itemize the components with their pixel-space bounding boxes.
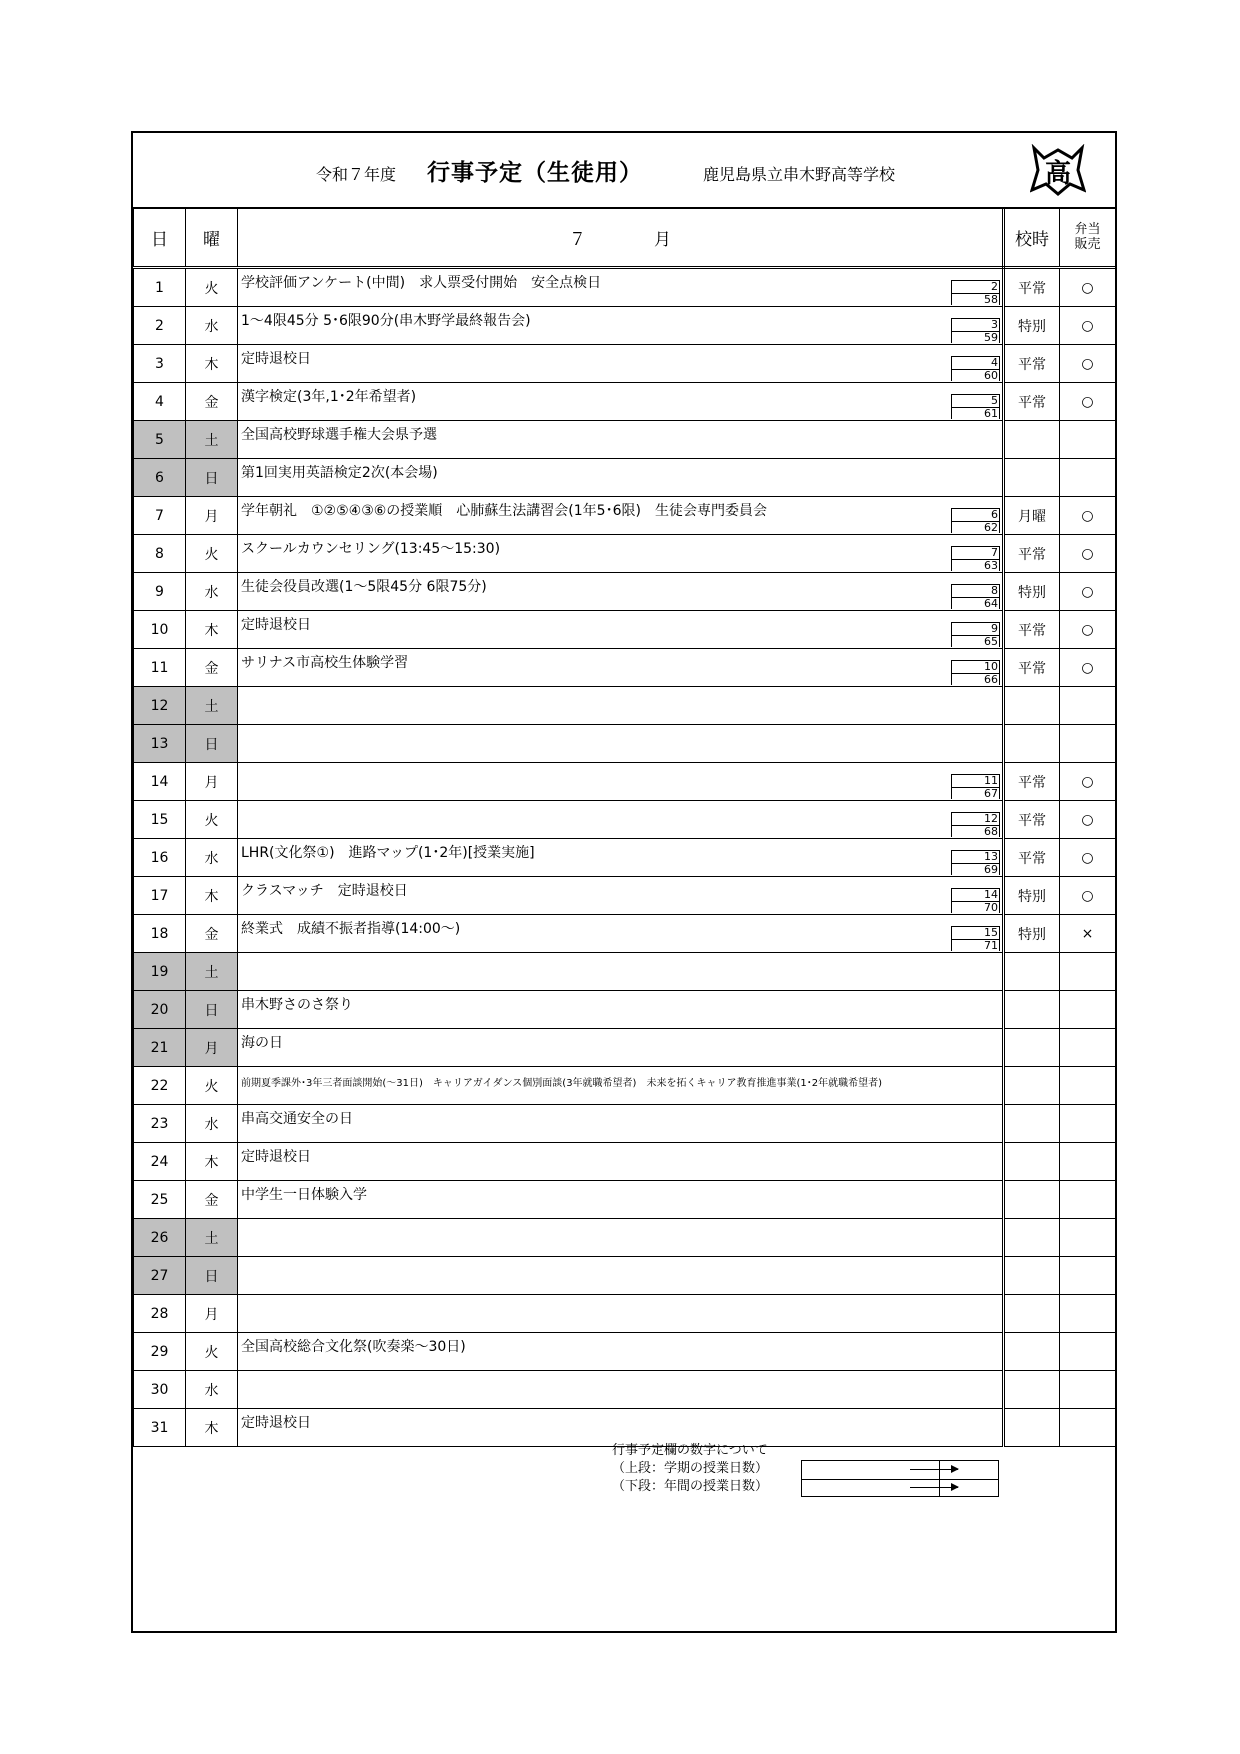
- period-cell: 特別: [1004, 915, 1060, 953]
- period-cell: 平常: [1004, 649, 1060, 687]
- event-text: 学年朝礼 ①②⑤④③⑥の授業順 心肺蘇生法講習会(1年5･6限) 生徒会専門委員会: [241, 502, 767, 519]
- event-text: 中学生一日体験入学: [241, 1186, 367, 1203]
- bento-cell: ○: [1060, 345, 1116, 383]
- day-cell: 19: [134, 953, 186, 991]
- table-row: [134, 763, 1116, 801]
- event-cell: [238, 1143, 1004, 1181]
- period-cell: [1004, 421, 1060, 459]
- weekday-cell: 木: [186, 345, 238, 383]
- class-day-counter: [951, 394, 1000, 419]
- day-cell: 29: [134, 1333, 186, 1371]
- day-cell: 9: [134, 573, 186, 611]
- event-text: 生徒会役員改選(1～5限45分 6限75分): [241, 578, 487, 595]
- term-class-days: 5: [952, 395, 999, 408]
- day-cell: 27: [134, 1257, 186, 1295]
- legend-sample-box: [801, 1460, 999, 1497]
- term-class-days: 9: [952, 623, 999, 636]
- day-cell: 13: [134, 725, 186, 763]
- bento-cell: ○: [1060, 383, 1116, 421]
- weekday-cell: 金: [186, 649, 238, 687]
- event-cell: [238, 915, 1004, 953]
- period-cell: 平常: [1004, 763, 1060, 801]
- col-header-period: 校時: [1004, 208, 1060, 268]
- weekday-cell: 月: [186, 1029, 238, 1067]
- bento-cell: [1060, 1219, 1116, 1257]
- period-cell: [1004, 1295, 1060, 1333]
- bento-cell: ×: [1060, 915, 1116, 953]
- table-row: [134, 1295, 1116, 1333]
- day-cell: 25: [134, 1181, 186, 1219]
- weekday-cell: 金: [186, 383, 238, 421]
- weekday-cell: 土: [186, 953, 238, 991]
- class-day-counter: [951, 622, 1000, 647]
- table-row: [134, 268, 1116, 307]
- event-text: 定時退校日: [241, 350, 311, 367]
- period-cell: [1004, 1371, 1060, 1409]
- table-row: [134, 1067, 1116, 1105]
- term-class-days: 12: [952, 813, 999, 826]
- bento-cell: ○: [1060, 649, 1116, 687]
- bento-cell: ○: [1060, 611, 1116, 649]
- term-class-days: 4: [952, 357, 999, 370]
- event-text: LHR(文化祭①) 進路マップ(1･2年)[授業実施]: [241, 844, 535, 861]
- bento-cell: ○: [1060, 801, 1116, 839]
- period-cell: [1004, 725, 1060, 763]
- table-row: [134, 1143, 1116, 1181]
- table-row: [134, 1219, 1116, 1257]
- year-class-days: 66: [984, 673, 998, 686]
- term-class-days: 15: [952, 927, 999, 940]
- bento-cell: [1060, 1067, 1116, 1105]
- weekday-cell: 土: [186, 1219, 238, 1257]
- bento-cell: ○: [1060, 763, 1116, 801]
- event-text: 定時退校日: [241, 616, 311, 633]
- term-class-days: 8: [952, 585, 999, 598]
- day-cell: 3: [134, 345, 186, 383]
- table-row: [134, 307, 1116, 345]
- weekday-cell: 日: [186, 991, 238, 1029]
- period-cell: [1004, 1257, 1060, 1295]
- period-cell: [1004, 1067, 1060, 1105]
- weekday-cell: 日: [186, 459, 238, 497]
- table-row: [134, 839, 1116, 877]
- table-row: [134, 573, 1116, 611]
- event-text: 串木野さのさ祭り: [241, 996, 353, 1013]
- event-cell: [238, 345, 1004, 383]
- event-cell: [238, 1181, 1004, 1219]
- event-text: クラスマッチ 定時退校日: [241, 882, 408, 899]
- event-cell: [238, 839, 1004, 877]
- weekday-cell: 水: [186, 1105, 238, 1143]
- period-cell: [1004, 1029, 1060, 1067]
- weekday-cell: 水: [186, 1371, 238, 1409]
- event-text: 海の日: [241, 1034, 283, 1051]
- event-text: 前期夏季課外･3年三者面談開始(～31日) キャリアガイダンス個別面談(3年就職希望者) 未来を拓くキャリア教育推進事業(1･2年就職希望者): [241, 1077, 882, 1089]
- bento-cell: ○: [1060, 307, 1116, 345]
- schedule-table: [133, 207, 1116, 1447]
- year-class-days: 69: [984, 863, 998, 876]
- event-cell: [238, 497, 1004, 535]
- bento-header-text: 弁当販売: [1074, 222, 1101, 252]
- day-cell: 15: [134, 801, 186, 839]
- page-title: 行事予定（生徒用）: [427, 160, 643, 186]
- bento-cell: [1060, 1257, 1116, 1295]
- term-class-days: 6: [952, 509, 999, 522]
- weekday-cell: 木: [186, 1143, 238, 1181]
- year-class-days: 67: [984, 787, 998, 800]
- period-cell: [1004, 1143, 1060, 1181]
- event-cell: [238, 1105, 1004, 1143]
- day-cell: 14: [134, 763, 186, 801]
- day-cell: 22: [134, 1067, 186, 1105]
- event-text: 定時退校日: [241, 1148, 311, 1165]
- day-cell: 21: [134, 1029, 186, 1067]
- bento-cell: [1060, 953, 1116, 991]
- year-class-days: 59: [984, 331, 998, 344]
- event-cell: [238, 421, 1004, 459]
- year-class-days: 64: [984, 597, 998, 610]
- period-cell: [1004, 953, 1060, 991]
- event-cell: [238, 801, 1004, 839]
- period-cell: [1004, 1333, 1060, 1371]
- bento-cell: ○: [1060, 268, 1116, 307]
- crest-glyph: 高: [1044, 159, 1072, 189]
- event-text: 1～4限45分 5･6限90分(串木野学最終報告会): [241, 312, 531, 329]
- bento-cell: [1060, 1295, 1116, 1333]
- period-cell: [1004, 1409, 1060, 1447]
- col-header-month: ７ 月: [238, 208, 1004, 268]
- day-cell: 30: [134, 1371, 186, 1409]
- day-cell: 1: [134, 268, 186, 307]
- period-cell: 特別: [1004, 877, 1060, 915]
- event-cell: [238, 763, 1004, 801]
- weekday-cell: 火: [186, 268, 238, 307]
- class-day-counter: [951, 660, 1000, 685]
- table-header-row: [134, 208, 1116, 268]
- schedule-sheet: [131, 131, 1117, 1633]
- bento-cell: [1060, 1029, 1116, 1067]
- bento-cell: [1060, 1181, 1116, 1219]
- day-cell: 26: [134, 1219, 186, 1257]
- table-row: [134, 535, 1116, 573]
- class-day-counter: [951, 774, 1000, 799]
- bento-cell: ○: [1060, 497, 1116, 535]
- event-cell: [238, 535, 1004, 573]
- bento-cell: [1060, 1333, 1116, 1371]
- table-row: [134, 953, 1116, 991]
- period-cell: [1004, 1219, 1060, 1257]
- term-class-days: 11: [952, 775, 999, 788]
- legend: [612, 1442, 768, 1496]
- bento-cell: [1060, 1409, 1116, 1447]
- term-class-days: 3: [952, 319, 999, 332]
- period-cell: [1004, 1181, 1060, 1219]
- day-cell: 6: [134, 459, 186, 497]
- bento-cell: [1060, 421, 1116, 459]
- day-cell: 2: [134, 307, 186, 345]
- event-text: 終業式 成績不振者指導(14:00～): [241, 920, 461, 937]
- table-row: [134, 725, 1116, 763]
- school-name: 鹿児島県立串木野高等学校: [703, 165, 896, 184]
- weekday-cell: 火: [186, 801, 238, 839]
- weekday-cell: 月: [186, 763, 238, 801]
- bento-cell: [1060, 1371, 1116, 1409]
- term-class-days: 7: [952, 547, 999, 560]
- legend-lower: （下段：年間の授業日数）: [612, 1479, 769, 1494]
- table-row: [134, 497, 1116, 535]
- weekday-cell: 木: [186, 611, 238, 649]
- event-cell: [238, 573, 1004, 611]
- period-cell: 平常: [1004, 801, 1060, 839]
- term-class-days: 13: [952, 851, 999, 864]
- class-day-counter: [951, 926, 1000, 951]
- period-cell: [1004, 991, 1060, 1029]
- event-text: 全国高校総合文化祭(吹奏楽～30日): [241, 1338, 466, 1355]
- period-cell: [1004, 459, 1060, 497]
- class-day-counter: [951, 850, 1000, 875]
- table-row: [134, 1333, 1116, 1371]
- year-class-days: 58: [984, 293, 998, 306]
- period-cell: 平常: [1004, 383, 1060, 421]
- weekday-cell: 月: [186, 497, 238, 535]
- event-cell: [238, 1219, 1004, 1257]
- event-text: 全国高校野球選手権大会県予選: [241, 426, 437, 443]
- event-cell: [238, 1333, 1004, 1371]
- weekday-cell: 日: [186, 725, 238, 763]
- term-class-days: 14: [952, 889, 999, 902]
- weekday-cell: 土: [186, 687, 238, 725]
- bento-cell: ○: [1060, 839, 1116, 877]
- period-cell: 特別: [1004, 307, 1060, 345]
- class-day-counter: [951, 356, 1000, 381]
- event-cell: [238, 953, 1004, 991]
- event-cell: [238, 459, 1004, 497]
- period-cell: 平常: [1004, 611, 1060, 649]
- weekday-cell: 木: [186, 1409, 238, 1447]
- period-cell: [1004, 687, 1060, 725]
- event-cell: [238, 1409, 1004, 1447]
- day-cell: 23: [134, 1105, 186, 1143]
- class-day-counter: [951, 508, 1000, 533]
- header: [133, 133, 1115, 209]
- year-class-days: 61: [984, 407, 998, 420]
- event-cell: [238, 649, 1004, 687]
- day-cell: 5: [134, 421, 186, 459]
- event-cell: [238, 1371, 1004, 1409]
- table-row: [134, 1409, 1116, 1447]
- term-class-days: 2: [952, 281, 999, 294]
- event-cell: [238, 307, 1004, 345]
- col-header-dow: 曜: [186, 208, 238, 268]
- legend-title: 行事予定欄の数字について: [612, 1443, 768, 1458]
- event-text: 第1回実用英語検定2次(本会場): [241, 464, 438, 481]
- day-cell: 24: [134, 1143, 186, 1181]
- year-class-days: 60: [984, 369, 998, 382]
- period-cell: 平常: [1004, 268, 1060, 307]
- bento-cell: [1060, 1105, 1116, 1143]
- day-cell: 12: [134, 687, 186, 725]
- table-row: [134, 687, 1116, 725]
- weekday-cell: 土: [186, 421, 238, 459]
- event-cell: [238, 991, 1004, 1029]
- period-cell: 特別: [1004, 573, 1060, 611]
- bento-cell: [1060, 991, 1116, 1029]
- event-cell: [238, 877, 1004, 915]
- class-day-counter: [951, 812, 1000, 837]
- bento-cell: ○: [1060, 573, 1116, 611]
- table-row: [134, 801, 1116, 839]
- weekday-cell: 日: [186, 1257, 238, 1295]
- event-text: 学校評価アンケート(中間) 求人票受付開始 安全点検日: [241, 274, 602, 291]
- day-cell: 31: [134, 1409, 186, 1447]
- table-row: [134, 611, 1116, 649]
- event-cell: [238, 725, 1004, 763]
- table-row: [134, 459, 1116, 497]
- table-row: [134, 421, 1116, 459]
- period-cell: [1004, 1105, 1060, 1143]
- bento-cell: [1060, 687, 1116, 725]
- table-row: [134, 649, 1116, 687]
- weekday-cell: 木: [186, 877, 238, 915]
- event-text: 串高交通安全の日: [241, 1110, 353, 1127]
- table-row: [134, 915, 1116, 953]
- table-row: [134, 991, 1116, 1029]
- period-cell: 平常: [1004, 839, 1060, 877]
- day-cell: 16: [134, 839, 186, 877]
- term-class-days: 10: [952, 661, 999, 674]
- day-cell: 18: [134, 915, 186, 953]
- class-day-counter: [951, 888, 1000, 913]
- col-header-day: 日: [134, 208, 186, 268]
- bento-cell: [1060, 459, 1116, 497]
- weekday-cell: 金: [186, 915, 238, 953]
- weekday-cell: 水: [186, 839, 238, 877]
- day-cell: 10: [134, 611, 186, 649]
- period-cell: 月曜: [1004, 497, 1060, 535]
- event-text: スクールカウンセリング(13:45～15:30): [241, 540, 501, 557]
- weekday-cell: 火: [186, 1067, 238, 1105]
- event-cell: [238, 1295, 1004, 1333]
- event-cell: [238, 687, 1004, 725]
- class-day-counter: [951, 546, 1000, 571]
- bento-cell: [1060, 725, 1116, 763]
- table-row: [134, 1371, 1116, 1409]
- year-class-days: 70: [984, 901, 998, 914]
- day-cell: 4: [134, 383, 186, 421]
- year-class-days: 65: [984, 635, 998, 648]
- event-cell: [238, 268, 1004, 307]
- period-cell: 平常: [1004, 535, 1060, 573]
- class-day-counter: [951, 318, 1000, 343]
- table-row: [134, 1257, 1116, 1295]
- table-row: [134, 1105, 1116, 1143]
- weekday-cell: 水: [186, 307, 238, 345]
- day-cell: 20: [134, 991, 186, 1029]
- event-cell: [238, 1257, 1004, 1295]
- day-cell: 28: [134, 1295, 186, 1333]
- weekday-cell: 月: [186, 1295, 238, 1333]
- class-day-counter: [951, 280, 1000, 305]
- table-row: [134, 877, 1116, 915]
- event-text: サリナス市高校生体験学習: [241, 654, 409, 671]
- event-text: 漢字検定(3年,1･2年希望者): [241, 388, 417, 405]
- legend-upper: （上段：学期の授業日数）: [612, 1461, 769, 1476]
- fiscal-year: 令和７年度: [316, 165, 397, 184]
- day-cell: 8: [134, 535, 186, 573]
- table-row: [134, 345, 1116, 383]
- class-day-counter: [951, 584, 1000, 609]
- table-row: [134, 383, 1116, 421]
- day-cell: 17: [134, 877, 186, 915]
- col-header-bento: [1060, 208, 1116, 268]
- event-text: 定時退校日: [241, 1414, 311, 1431]
- weekday-cell: 水: [186, 573, 238, 611]
- event-cell: [238, 1067, 1004, 1105]
- bento-cell: ○: [1060, 535, 1116, 573]
- day-cell: 11: [134, 649, 186, 687]
- day-cell: 7: [134, 497, 186, 535]
- year-class-days: 71: [984, 939, 998, 952]
- table-row: [134, 1181, 1116, 1219]
- event-cell: [238, 611, 1004, 649]
- bento-cell: [1060, 1143, 1116, 1181]
- weekday-cell: 火: [186, 535, 238, 573]
- event-cell: [238, 1029, 1004, 1067]
- year-class-days: 68: [984, 825, 998, 838]
- year-class-days: 63: [984, 559, 998, 572]
- event-cell: [238, 383, 1004, 421]
- weekday-cell: 火: [186, 1333, 238, 1371]
- school-crest-icon: [1030, 144, 1086, 196]
- weekday-cell: 金: [186, 1181, 238, 1219]
- table-row: [134, 1029, 1116, 1067]
- bento-cell: ○: [1060, 877, 1116, 915]
- year-class-days: 62: [984, 521, 998, 534]
- period-cell: 平常: [1004, 345, 1060, 383]
